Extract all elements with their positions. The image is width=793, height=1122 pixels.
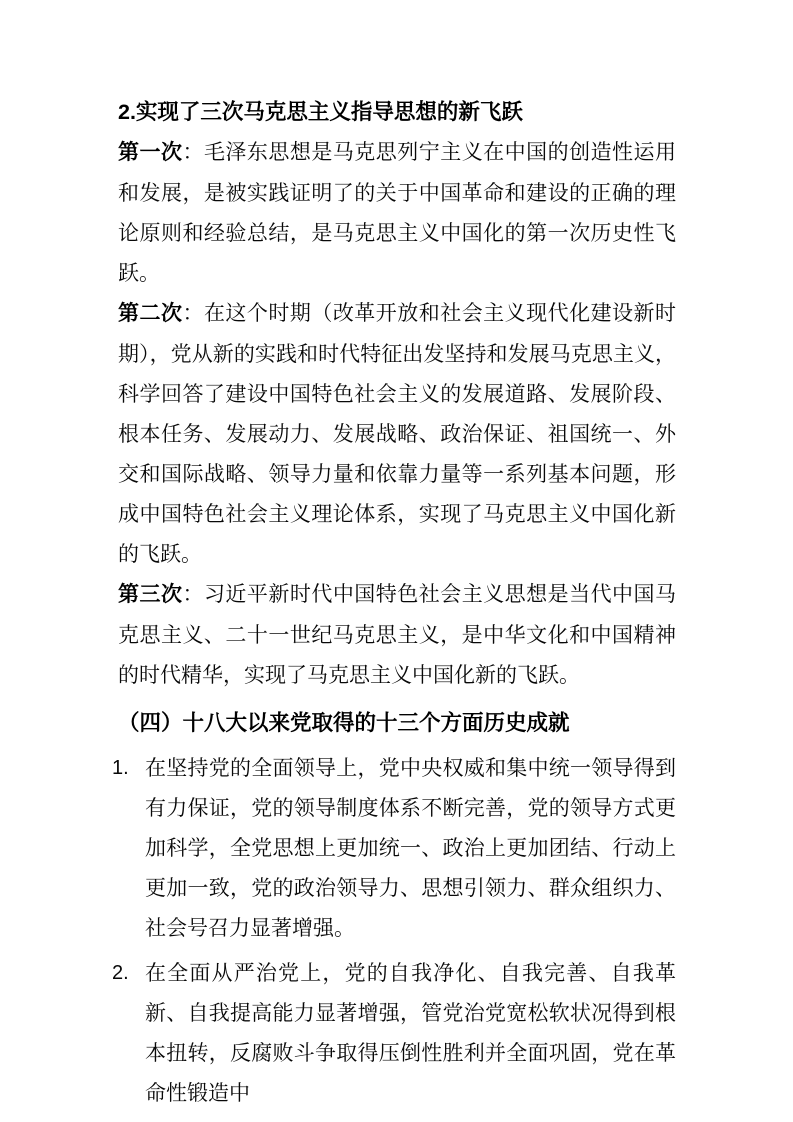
- paragraph-lead: 第二次: [118, 302, 183, 325]
- section-heading: 2.实现了三次马克思主义指导思想的新飞跃: [118, 100, 523, 124]
- paragraph-separator: ：: [182, 301, 204, 325]
- paragraph-text: 在这个时期（改革开放和社会主义现代化建设新时期），党从新的实践和时代特征出发坚持和发展马克思主义，科学回答了建设中国特色社会主义的发展道路、发展阶段、根本任务、发展动力、发展战略、政治保证、祖国统一、外交和国际战略、领导力量和依靠力量等一系列基本问题，形成中国特色社会主义理论体系，实现了马克思主义中国化新的飞跃。: [118, 301, 677, 566]
- list-item-number: 2.: [112, 962, 129, 984]
- paragraph-separator: ：: [182, 582, 204, 606]
- paragraph-third-leap: [118, 574, 676, 695]
- document-content: [112, 92, 677, 1113]
- paragraph-lead: 第三次: [118, 583, 183, 606]
- paragraph-text: 习近平新时代中国特色社会主义思想是当代中国马克思主义、二十一世纪马克思主义，是中华文化和中国精神的时代精华，实现了马克思主义中国化新的飞跃。: [118, 582, 677, 687]
- list-item-number: 1.: [112, 757, 129, 779]
- subsection-heading: （四）十八大以来党取得的十三个方面历史成就: [118, 711, 570, 735]
- paragraph-first-leap: [118, 132, 676, 293]
- paragraph-separator: ：: [182, 140, 204, 164]
- list-item-text: 在全面从严治党上，党的自我净化、自我完善、自我革新、自我提高能力显著增强，管党治党宽松软状况得到根本扭转，反腐败斗争取得压倒性胜利并全面巩固，党在革命性锻造中: [145, 961, 676, 1105]
- list-item-text: 在坚持党的全面领导上，党中央权威和集中统一领导得到有力保证，党的领导制度体系不断完善，党的领导方式更加科学，全党思想上更加统一、政治上更加团结、行动上更加一致，党的政治领导力、思想引领力、群众组织力、社会号召力显著增强。: [145, 756, 676, 940]
- achievements-list: [112, 748, 676, 1113]
- paragraph-lead: 第一次: [118, 141, 183, 164]
- paragraph-text: 毛泽东思想是马克思列宁主义在中国的创造性运用和发展，是被实践证明了的关于中国革命和建设的正确的理论原则和经验总结，是马克思主义中国化的第一次历史性飞跃。: [118, 140, 677, 285]
- list-item: [112, 748, 676, 948]
- list-item: [112, 953, 676, 1113]
- paragraph-second-leap: [118, 293, 676, 574]
